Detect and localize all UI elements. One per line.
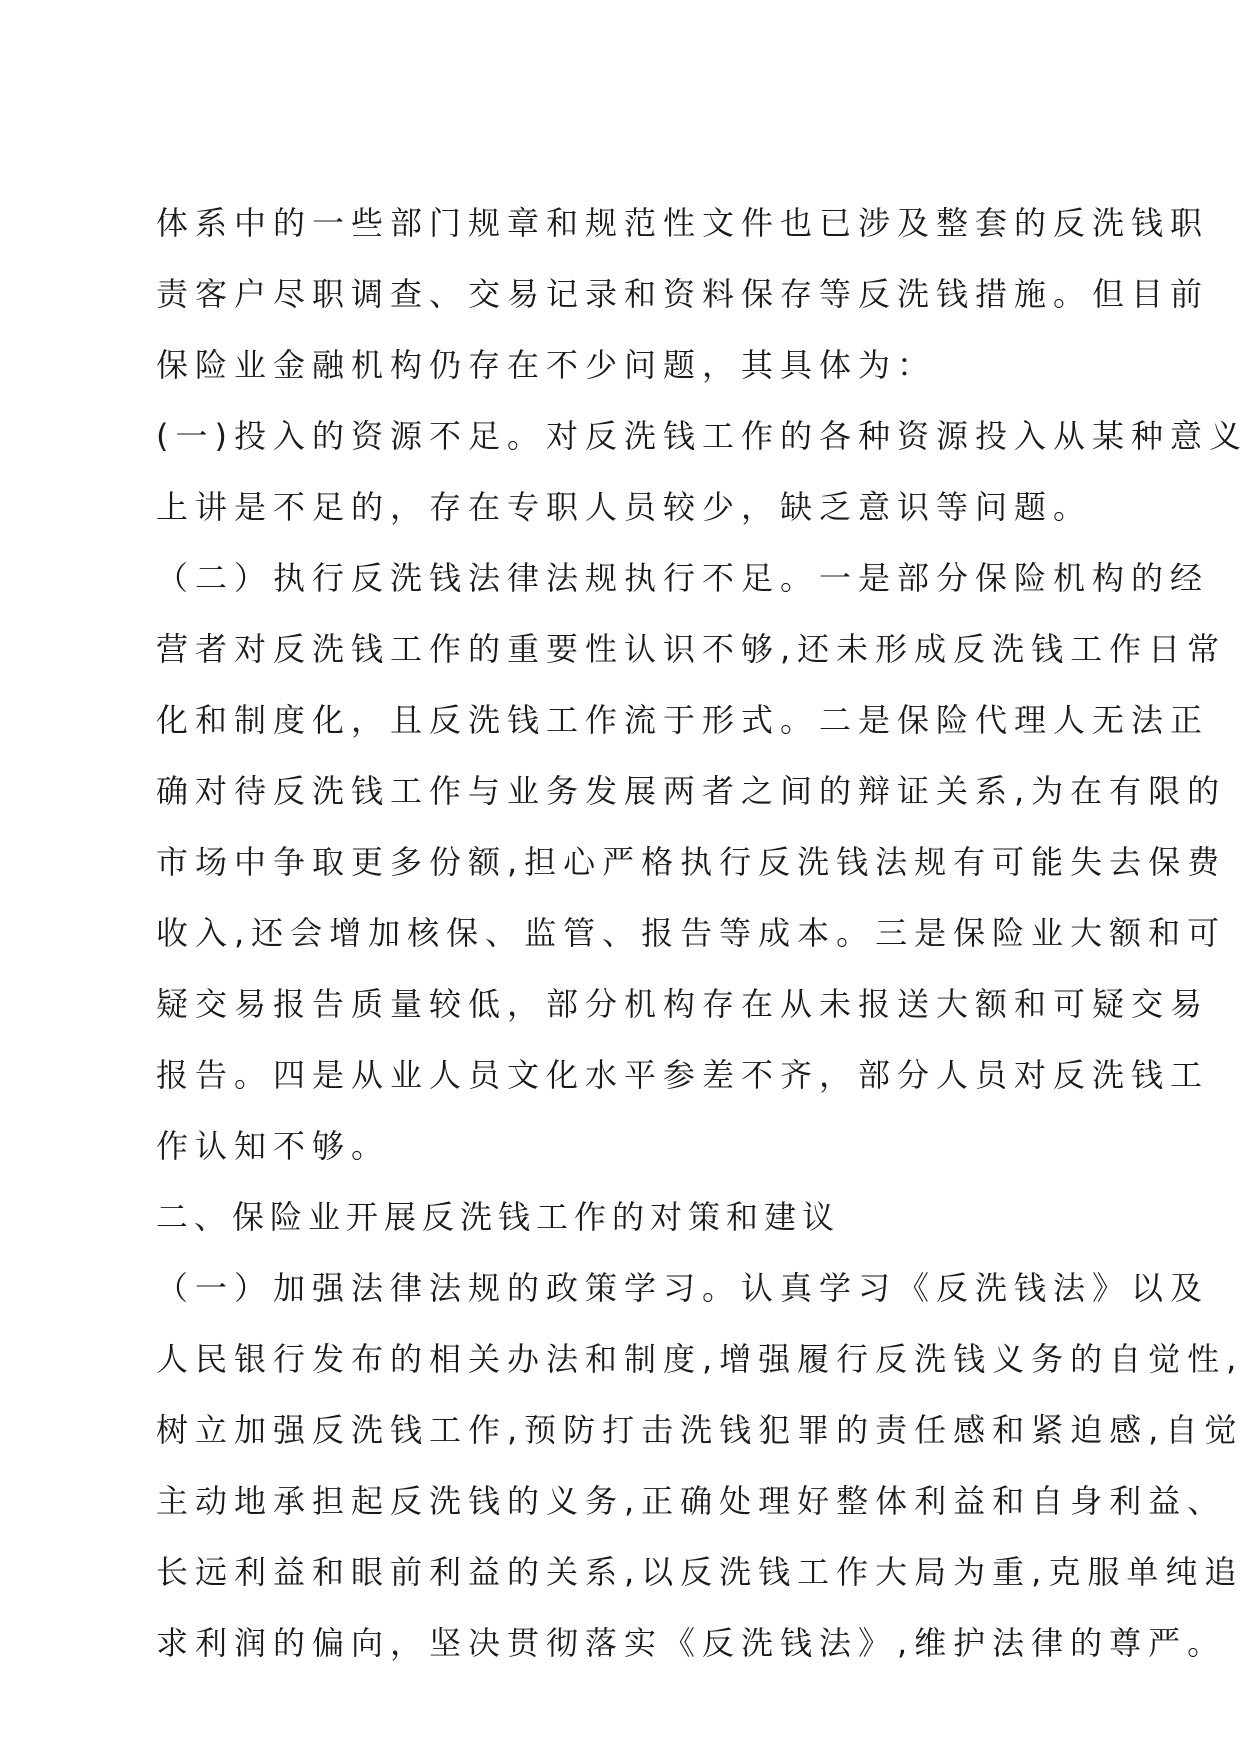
text-line-4: (一)投入的资源不足。对反洗钱工作的各种资源投入从某种意义 bbox=[156, 417, 1248, 455]
text-line-2: 责客户尽职调查、交易记录和资料保存等反洗钱措施。但目前 bbox=[156, 275, 1210, 313]
text-line-3: 保险业金融机构仍存在不少问题，其具体为： bbox=[156, 346, 937, 384]
text-line-20: 长远利益和眼前利益的关系,以反洗钱工作大局为重,克服单纯追 bbox=[156, 1553, 1244, 1591]
text-line-14: 作认知不够。 bbox=[156, 1127, 391, 1165]
section-heading: 二、保险业开展反洗钱工作的对策和建议 bbox=[156, 1198, 841, 1236]
text-line-7: 营者对反洗钱工作的重要性认识不够,还未形成反洗钱工作日常 bbox=[156, 630, 1227, 668]
text-line-11: 收入,还会增加核保、监管、报告等成本。三是保险业大额和可 bbox=[156, 914, 1227, 952]
text-line-16: （一）加强法律法规的政策学习。认真学习《反洗钱法》以及 bbox=[156, 1269, 1210, 1307]
text-line-6: （二）执行反洗钱法律法规执行不足。一是部分保险机构的经 bbox=[156, 559, 1210, 597]
text-line-1: 体系中的一些部门规章和规范性文件也已涉及整套的反洗钱职 bbox=[156, 204, 1210, 242]
text-line-21: 求利润的偏向，坚决贯彻落实《反洗钱法》,维护法律的尊严。 bbox=[156, 1624, 1227, 1662]
text-line-9: 确对待反洗钱工作与业务发展两者之间的辩证关系,为在有限的 bbox=[156, 772, 1227, 810]
text-line-13: 报告。四是从业人员文化水平参差不齐，部分人员对反洗钱工 bbox=[156, 1056, 1210, 1094]
text-line-8: 化和制度化，且反洗钱工作流于形式。二是保险代理人无法正 bbox=[156, 701, 1210, 739]
text-line-12: 疑交易报告质量较低，部分机构存在从未报送大额和可疑交易 bbox=[156, 985, 1210, 1023]
text-line-19: 主动地承担起反洗钱的义务,正确处理好整体利益和自身利益、 bbox=[156, 1482, 1227, 1520]
text-line-10: 市场中争取更多份额,担心严格执行反洗钱法规有可能失去保费 bbox=[156, 843, 1227, 881]
body-text bbox=[156, 188, 1248, 1679]
text-line-18: 树立加强反洗钱工作,预防打击洗钱犯罪的责任感和紧迫感,自觉 bbox=[156, 1411, 1244, 1449]
text-line-5: 上讲是不足的，存在专职人员较少，缺乏意识等问题。 bbox=[156, 488, 1093, 526]
text-line-17: 人民银行发布的相关办法和制度,增强履行反洗钱义务的自觉性, bbox=[156, 1340, 1244, 1378]
